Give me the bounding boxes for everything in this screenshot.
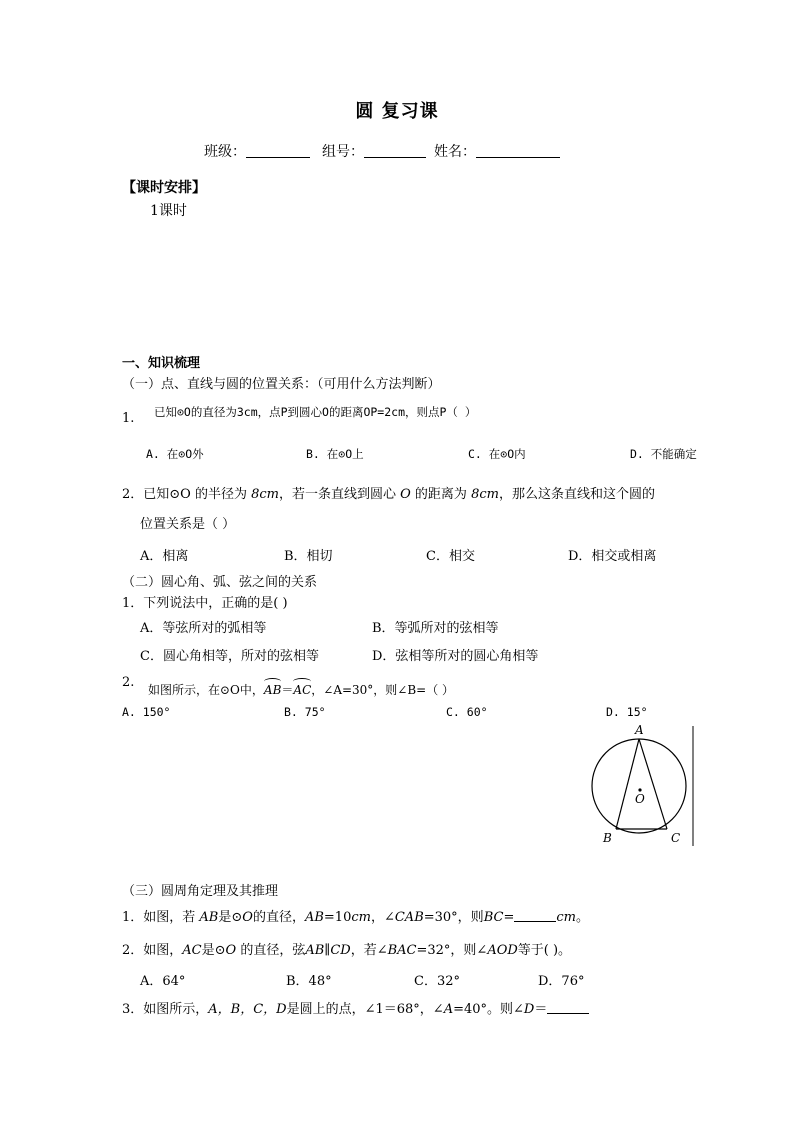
- math-var: BC: [483, 910, 504, 925]
- option-a[interactable]: A．64°: [140, 974, 186, 989]
- group-field: [322, 141, 426, 161]
- option-d[interactable]: D. 不能确定: [630, 447, 697, 461]
- math-var: AB: [199, 910, 219, 925]
- option-d[interactable]: D．76°: [538, 974, 585, 989]
- class-label: 班级：: [204, 144, 246, 160]
- option-d[interactable]: D．弦相等所对的圆心角相等: [372, 649, 539, 664]
- schedule-heading: 【课时安排】: [122, 180, 206, 196]
- text-segment: 是圆上的点，∠1＝68°，∠: [286, 1002, 444, 1017]
- group-label: 组号：: [322, 144, 364, 160]
- text-segment: =40°。则∠: [453, 1002, 524, 1017]
- group-blank[interactable]: [364, 143, 426, 158]
- option-b[interactable]: B. 75°: [284, 705, 326, 719]
- question-text: 1．下列说法中，正确的是( ): [122, 596, 288, 611]
- text-segment: 的直径，弦: [236, 943, 306, 958]
- arc-ac: AC: [293, 679, 311, 697]
- text-segment: 是⊙: [201, 943, 226, 958]
- option-a[interactable]: A．相离: [140, 549, 189, 564]
- option-b[interactable]: B．48°: [286, 974, 332, 989]
- question-text: [122, 939, 571, 958]
- text-segment: ，∠A=30°，则∠B=（ ）: [311, 683, 455, 697]
- option-c[interactable]: C．相交: [426, 549, 475, 564]
- text-segment: 2．已知⊙O 的半径为: [122, 487, 252, 502]
- circle: [592, 739, 686, 833]
- part1-heading: （一）点、直线与圆的位置关系：（可用什么方法判断）: [122, 377, 441, 392]
- label-a: A: [635, 723, 644, 737]
- class-blank[interactable]: [246, 143, 310, 158]
- math-var: AB: [304, 910, 324, 925]
- option-d[interactable]: D. 15°: [606, 705, 648, 719]
- option-a[interactable]: A．等弦所对的弧相等: [140, 621, 267, 636]
- chord-ab: [616, 739, 639, 829]
- question-text: [122, 483, 655, 502]
- question-number: 2.: [122, 675, 135, 690]
- math-var: O: [225, 943, 237, 958]
- label-b: B: [603, 831, 612, 845]
- text-segment: 2．如图，: [122, 943, 183, 958]
- section-heading: 一、知识梳理: [122, 356, 201, 371]
- text-segment: =32°，则∠: [416, 943, 488, 958]
- question-text: [122, 906, 589, 925]
- math-var: A: [443, 1002, 454, 1017]
- class-field: [204, 141, 310, 161]
- option-c[interactable]: C．32°: [414, 974, 460, 989]
- option-c[interactable]: C. 60°: [446, 705, 488, 719]
- text-segment: 1．如图，若: [122, 910, 200, 925]
- text-segment: 的距离为: [410, 487, 472, 502]
- name-field: [434, 141, 560, 161]
- option-a[interactable]: A. 150°: [122, 705, 171, 719]
- name-label: 姓名：: [434, 144, 476, 160]
- question-number: 1.: [122, 411, 135, 426]
- option-c[interactable]: C. 在⊙O内: [468, 447, 526, 461]
- option-b[interactable]: B．相切: [284, 549, 333, 564]
- text-segment: =: [503, 910, 515, 925]
- answer-blank[interactable]: [514, 909, 556, 922]
- text-segment: ∥: [324, 943, 331, 958]
- text-segment: =30°，则: [423, 910, 484, 925]
- text-segment: ，∠: [370, 910, 395, 925]
- math-var: O: [242, 910, 253, 925]
- option-d[interactable]: D．相交或相离: [568, 549, 657, 564]
- math-var: cm: [556, 910, 576, 925]
- math-var: CAB: [394, 910, 424, 925]
- math-var: AC: [182, 943, 202, 958]
- page-title: 圆 复习课: [355, 101, 439, 122]
- name-blank[interactable]: [476, 143, 560, 158]
- question-text: [122, 998, 589, 1017]
- part3-heading: （三）圆周角定理及其推理: [122, 884, 279, 899]
- text-segment: 。: [575, 910, 589, 925]
- math-var: cm: [351, 910, 371, 925]
- text-segment: ，若∠: [350, 943, 388, 958]
- option-b[interactable]: B. 在⊙O上: [306, 447, 364, 461]
- math-var: 8cm: [471, 487, 499, 502]
- text-segment: 的直径，: [252, 910, 305, 925]
- answer-blank[interactable]: [547, 1001, 589, 1014]
- question-text: 已知⊙O的直径为3cm，点P到圆心O的距离OP=2cm，则点P（ ）: [154, 405, 477, 419]
- text-segment: 是⊙: [218, 910, 243, 925]
- text-segment: 3．如图所示，: [122, 1002, 209, 1017]
- text-segment: =10: [323, 910, 352, 925]
- math-var: AB: [305, 943, 325, 958]
- circle-figure: [585, 720, 705, 850]
- option-b[interactable]: B．等弧所对的弦相等: [372, 621, 499, 636]
- math-var: A，B，C，D: [208, 1002, 287, 1017]
- option-c[interactable]: C．圆心角相等，所对的弦相等: [140, 649, 319, 664]
- text-segment: 等于( )。: [517, 943, 572, 958]
- text-segment: ，那么这条直线和这个圆的: [498, 487, 655, 502]
- schedule-value: 1课时: [150, 203, 187, 219]
- chord-ac: [639, 739, 667, 829]
- math-var: CD: [330, 943, 351, 958]
- question-text: [148, 679, 454, 698]
- text-segment: ，若一条直线到圆心: [278, 487, 401, 502]
- math-var: 8cm: [251, 487, 279, 502]
- math-var: O: [400, 487, 411, 502]
- part2-heading: （二）圆心角、弧、弦之间的关系: [122, 575, 318, 590]
- label-c: C: [671, 831, 681, 845]
- question-text-line2: 位置关系是（ ）: [140, 517, 236, 532]
- option-a[interactable]: A. 在⊙O外: [146, 447, 204, 461]
- math-var: D: [523, 1002, 535, 1017]
- math-var: AOD: [487, 943, 518, 958]
- arc-ab: AB: [264, 679, 281, 697]
- text-segment: 如图所示，在⊙O中，: [148, 683, 264, 697]
- math-var: BAC: [387, 943, 417, 958]
- label-o: O: [635, 792, 645, 806]
- text-segment: ＝: [281, 683, 294, 697]
- text-segment: ＝: [534, 1002, 548, 1017]
